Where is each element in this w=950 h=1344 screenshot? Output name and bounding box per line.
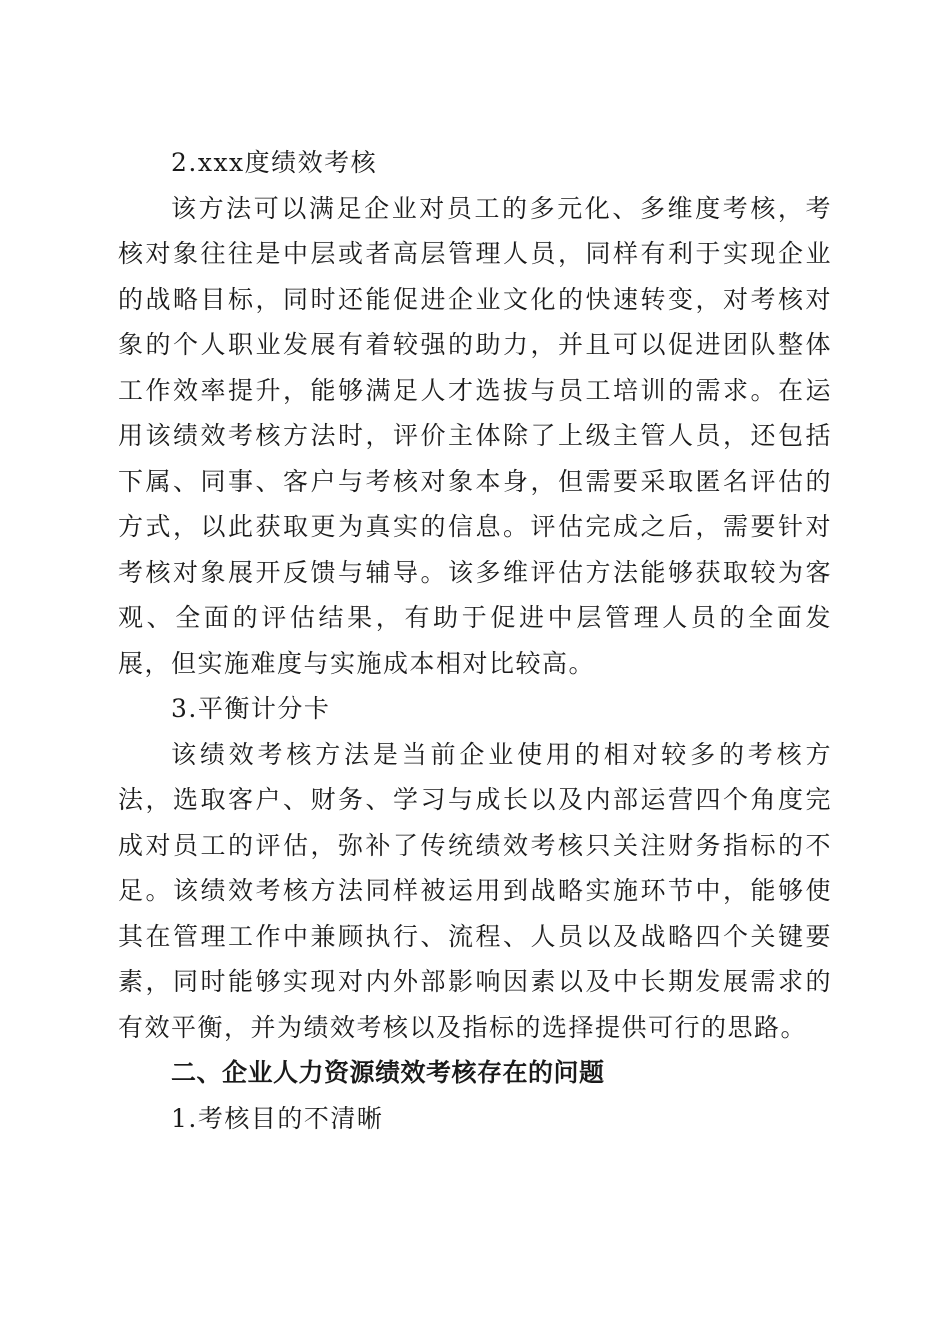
section-heading-problems: 二、企业人力资源绩效考核存在的问题	[171, 1058, 605, 1087]
paragraph-360-degree-description: 该方法可以满足企业对员工的多元化、多维度考核，考核对象往往是中层或者高层管理人员，同样有利于实现企业的战略目标，同时还能促进企业文化的快速转变，对考核对象的个人职业发展有着较强的助力，并且可以促进团队整体工作效率提升，能够满足人才选拔与员工培训的需求。在运用该绩效考核方法时，评价主体除了上级主管人员，还包括下属、同事、客户与考核对象本身，但需要采取匿名评估的方式，以此获取更为真实的信息。评估完成之后，需要针对考核对象展开反馈与辅导。该多维评估方法能够获取较为客观、全面的评估结果，有助于促进中层管理人员的全面发展，但实施难度与实施成本相对比较高。	[118, 193, 832, 678]
heading-balanced-scorecard: 3.平衡计分卡	[171, 694, 331, 723]
heading-unclear-purpose: 1.考核目的不清晰	[171, 1103, 384, 1133]
document-body	[118, 140, 832, 1141]
heading-360-degree-appraisal: 2.xxx度绩效考核	[171, 148, 378, 177]
paragraph-balanced-scorecard-description: 该绩效考核方法是当前企业使用的相对较多的考核方法，选取客户、财务、学习与成长以及内部运营四个角度完成对员工的评估，弥补了传统绩效考核只关注财务指标的不足。该绩效考核方法同样被运用到战略实施环节中，能够使其在管理工作中兼顾执行、流程、人员以及战略四个关键要素，同时能够实现对内外部影响因素以及中长期发展需求的有效平衡，并为绩效考核以及指标的选择提供可行的思路。	[118, 739, 832, 1042]
